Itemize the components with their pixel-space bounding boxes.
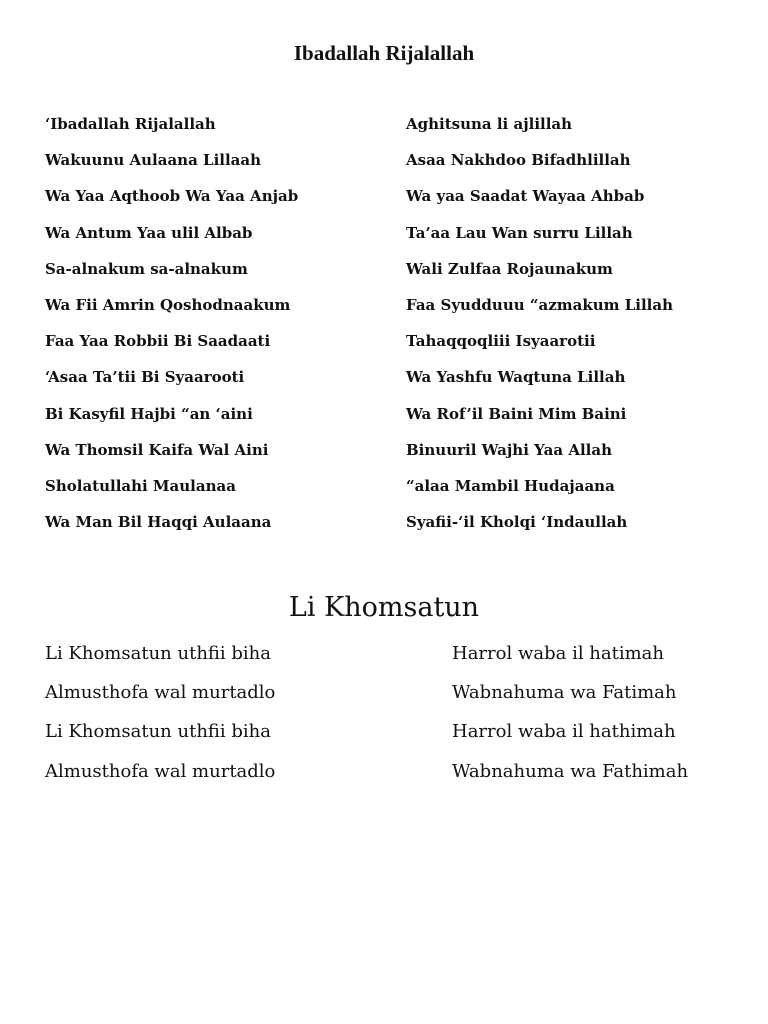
lyric-right: Wa yaa Saadat Wayaa Ahbab xyxy=(406,187,645,206)
lyric-left: ‘Ibadallah Rijalallah xyxy=(45,115,216,133)
lyric-right: Wa Rof’il Baini Mim Baini xyxy=(406,404,627,423)
lyrics-ibadallah xyxy=(45,114,735,548)
lyric-right: Asaa Nakhdoo Bifadhlillah xyxy=(406,151,631,170)
lyric-row xyxy=(45,512,735,548)
lyric-row xyxy=(45,476,735,512)
lyric-row xyxy=(45,186,735,222)
lyric-left: Almusthofa wal murtadlo xyxy=(45,760,276,782)
lyric-left: ‘Asaa Ta’tii Bi Syaarooti xyxy=(45,368,245,387)
lyric-left: Wa Thomsil Kaifa Wal Aini xyxy=(45,440,269,459)
lyric-right: Wali Zulfaa Rojaunakum xyxy=(406,259,613,278)
lyric-left: Li Khomsatun uthfii biha xyxy=(45,643,271,664)
lyric-left: Wa Fii Amrin Qoshodnaakum xyxy=(45,295,291,314)
lyric-right: Faa Syudduuu “azmakum Lillah xyxy=(406,295,673,314)
lyric-left: Faa Yaa Robbii Bi Saadaati xyxy=(45,332,271,351)
lyric-right: Harrol waba il hathimah xyxy=(452,721,676,743)
lyric-row xyxy=(45,223,735,259)
lyric-row xyxy=(45,114,735,150)
lyric-right: Harrol waba il hatimah xyxy=(452,643,665,664)
lyric-right: Wa Yashfu Waqtuna Lillah xyxy=(406,368,626,387)
lyric-right: Wabnahuma wa Fatimah xyxy=(452,682,677,704)
lyric-row xyxy=(45,150,735,186)
lyric-left: Bi Kasyfil Hajbi “an ‘aini xyxy=(45,404,253,423)
lyric-right: Syafii-‘il Kholqi ‘Indaullah xyxy=(406,513,628,532)
lyrics-li-khomsatun xyxy=(45,642,735,799)
lyric-right: Tahaqqoqliii Isyaarotii xyxy=(406,332,596,351)
lyric-left: Wa Man Bil Haqqi Aulaana xyxy=(45,513,272,532)
lyric-left: Sa-alnakum sa-alnakum xyxy=(45,259,248,278)
lyric-row xyxy=(45,259,735,295)
lyric-left: Wa Antum Yaa ulil Albab xyxy=(45,223,253,242)
lyric-row xyxy=(45,404,735,440)
lyric-left: Wa Yaa Aqthoob Wa Yaa Anjab xyxy=(45,187,299,206)
lyric-row xyxy=(45,367,735,403)
lyric-right: Wabnahuma wa Fathimah xyxy=(452,760,689,782)
lyric-right: Ta’aa Lau Wan surru Lillah xyxy=(406,223,633,242)
lyric-row xyxy=(45,331,735,367)
lyric-right: Aghitsuna li ajlillah xyxy=(406,115,573,133)
song-title-li-khomsatun: Li Khomsatun xyxy=(288,592,480,623)
lyric-row xyxy=(45,295,735,331)
lyric-left: Wakuunu Aulaana Lillaah xyxy=(45,151,262,170)
lyric-left: Sholatullahi Maulanaa xyxy=(45,476,236,495)
lyric-row xyxy=(45,681,735,720)
lyric-right: Binuuril Wajhi Yaa Allah xyxy=(406,440,612,459)
lyric-right: “alaa Mambil Hudajaana xyxy=(406,476,615,495)
lyric-row xyxy=(45,642,735,681)
song-title-ibadallah: Ibadallah Rijalallah xyxy=(293,41,475,65)
lyric-left: Li Khomsatun uthfii biha xyxy=(45,721,271,743)
lyric-row xyxy=(45,760,735,799)
lyric-left: Almusthofa wal murtadlo xyxy=(45,682,276,704)
lyric-row xyxy=(45,440,735,476)
lyric-row xyxy=(45,720,735,759)
